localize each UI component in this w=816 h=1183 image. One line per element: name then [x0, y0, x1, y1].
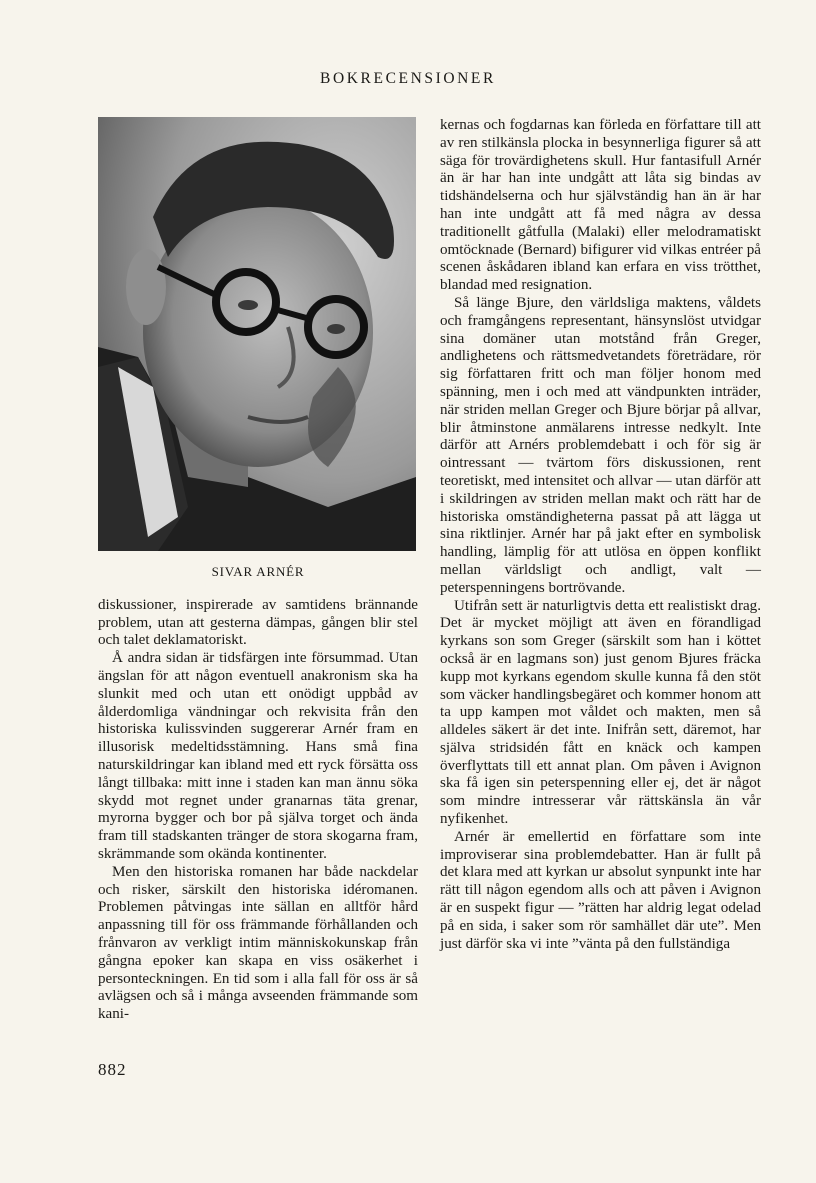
- paragraph: Men den historiska romanen har både nackdelar och risker, särskilt den historiska idéromanen. Problemen påtvingas inte sällan en alltför hård anpassning till för oss främmande förhållanden och frånvaron av verkligt intim människokunskap från gångna epoker kan skapa en viss osäkerhet i personteckningen. En tid som i alla fall för oss är så avlägsen och så i många avseenden främmande som kani-: [98, 863, 418, 1023]
- paragraph: Utifrån sett är naturligtvis detta ett realistiskt drag. Det är mycket möjligt att även en förandligad kyrkans son som Greger (särskilt som han i köttet också är en lagmans son) just genom Bjures fräcka kupp mot kyrkans egendom skulle kunna få den stöt som väcker handlingsbegäret och kommer honom att ta upp kampen mot våldet och makten, men så alldeles säkert är det inte. Inifrån sett, däremot, har själva stridsidén fått en knäck och kampen överflyttats till ett annat plan. Om påven i Avignon ska få igen sin peterspenning eller ej, det är något som mindre intresserar vår rättskänsla än vår nyfikenhet.: [440, 597, 761, 828]
- paragraph: Arnér är emellertid en författare som inte improviserar sina problemdebatter. Han är fullt på det klara med att kyrkan ur absolut synpunkt inte har rätt till någon egendom alls och att påven i Avignon är en suspekt figur — ”rätten har aldrig legat odelad på en sida, i saker som rör samhället där ute”. Men just därför ska vi inte ”vänta på den fullständiga: [440, 828, 761, 952]
- left-column: [98, 117, 418, 1024]
- right-column: [440, 117, 761, 953]
- running-head: BOKRECENSIONER: [320, 70, 496, 87]
- author-portrait: [98, 117, 416, 551]
- paragraph: diskussioner, inspirerade av samtidens brännande problem, utan att gesterna dämpas, gången blir stel och talet deklamatoriskt.: [98, 596, 418, 649]
- paragraph: Så länge Bjure, den världsliga maktens, våldets och framgångens representant, hänsynslöst utvidgar sina domäner utan motstånd från Greger, andlighetens och rättsmedvetandets företrädare, rör sig författaren fritt och man följer honom med spänning, men i och med att vändpunkten inträder, när striden mellan Greger och Bjure börjar på allvar, blir åtminstone anmälarens intresse nedkylt. Inte därför att Arnérs problemdebatt i och för sig är ointressant — tvärtom förs diskussionen, rent teoretiskt, med intensitet och allvar — utan därför att i skildringen av striden mellan makt och rätt har de historiska omständigheterna passat på att lägga ut sina riktlinjer. Arnér har på jakt efter en symbolisk handling, lämplig för att utlösa en öppen konflikt mellan världsligt och andligt, valt — peterspenningens bortrövande.: [440, 294, 761, 596]
- portrait-photo-image: [98, 117, 416, 551]
- page-number: 882: [98, 1060, 127, 1079]
- portrait-caption: SIVAR ARNÉR: [211, 564, 305, 579]
- paragraph: kernas och fogdarnas kan förleda en författare till att av ren stilkänsla plocka in besynnerliga figurer så att säga för trovärdighetens skull. Hur fantasifull Arnér än är har han inte undgått att låta sig bindas av tidshändelserna och hur självständig han än är har han inte undgått att få med några av dessa traditionellt gåtfulla (Malaki) eller melodramatiskt omtöcknade (Bernard) bifigurer vid vilkas entréer på scenen åskådaren ibland kan erfara en viss trötthet, blandad med resignation.: [440, 117, 761, 294]
- paragraph: Å andra sidan är tidsfärgen inte försummad. Utan ängslan för att någon eventuell anakronism ska ha slunkit med och utan ett onödigt uppbåd av ålderdomliga vändningar och rekvisita från den historiska kulissvinden suggererar Arnér fram en illusorisk medeltidsstämning. Hans små fina naturskildringar kan ibland med ett ryck försätta oss långt tillbaka: mitt inne i staden kan man ännu söka skydd mot regnet under granarnas täta grenar, myrorna bygger och bor på själva torget och ända fram till stadskanten tränger de stora skogarna fram, skrämmande som okända kontinenter.: [98, 650, 418, 862]
